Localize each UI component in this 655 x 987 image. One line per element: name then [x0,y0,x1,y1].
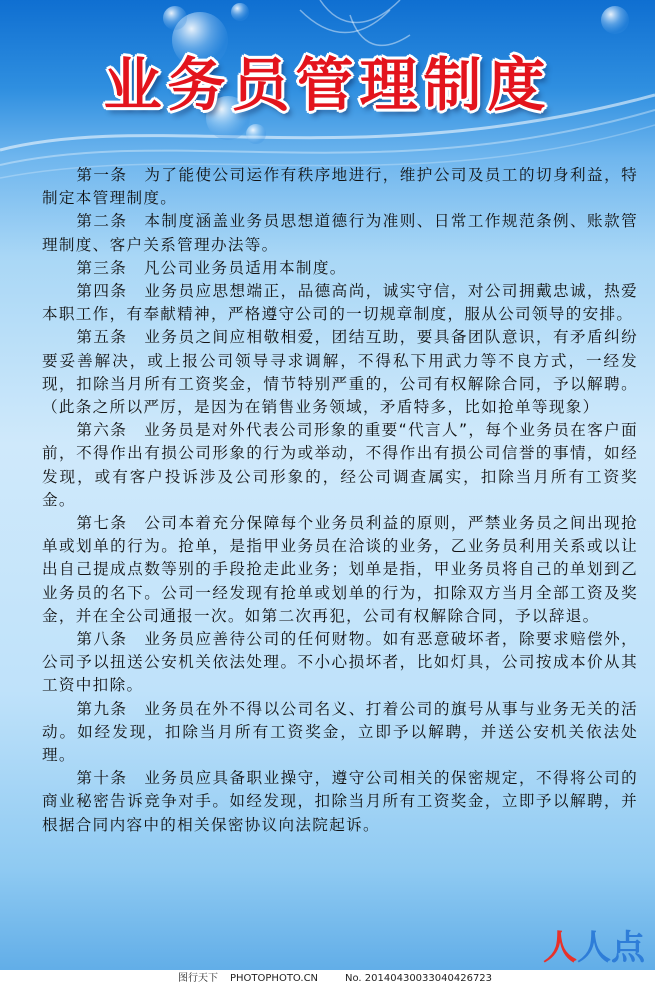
article-2: 第二条 本制度涵盖业务员思想道德行为准则、日常工作规范条例、账款管理制度、客户关系管理办法等。 [42,212,638,254]
article-3: 第三条 凡公司业务员适用本制度。 [76,258,347,277]
footer-site-name: 图行天下 [178,973,218,984]
article-9: 第九条 业务员在外不得以公司名义、打着公司的旗号从事与业务无关的活动。如经发现，扣除当月所有工资奖金，立即予以解聘，并送公安机关依法处理。 [42,699,638,765]
logo-part2: 人点 [577,928,645,968]
footer-image-number: No. 20140430033040426723 [345,973,493,984]
page-title: 业务员管理制度 [103,51,552,119]
article-6: 第六条 业务员是对外代表公司形象的重要“代言人”，每个业务员在客户面前，不得作出有损公司形象的行为或举动，不得作出有损公司信誉的事情，如经发现，或有客户投诉涉及公司形象的，经公司调查属实，扣除当月所有工资奖金。 [42,421,638,509]
article-1: 第一条 为了能使公司运作有秩序地进行，维护公司及员工的切身利益，特制定本管理制度。 [42,166,638,208]
article-10: 第十条 业务员应具备职业操守，遵守公司相关的保密规定，不得将公司的商业秘密告诉竞争对手。如经发现，扣除当月所有工资奖金，立即予以解聘，并根据合同内容中的相关保密协议向法院起诉。 [42,769,638,834]
article-8: 第八条 业务员应善待公司的任何财物。如有恶意破坏者，除要求赔偿外，公司予以扭送公安机关依法处理。不小心损坏者，比如灯具，公司按成本价从其工资中扣除。 [42,630,638,695]
watermark-logo [543,920,645,969]
article-5: 第五条 业务员之间应相敬相爱，团结互助，要具备团队意识，有矛盾纠纷要妥善解决，或上报公司领导寻求调解，不得私下用武力等不良方式，一经发现，扣除当月所有工资奖金，情节特别严重的，公司有权解除合同，予以解聘。（此条之所以严厉，是因为在销售业务领域，矛盾特多，比如抢单等现象） [42,328,638,417]
regulation-text [42,164,638,837]
logo-part1: 人 [543,928,577,968]
footer-site-url: PHOTOPHOTO.CN [230,973,319,984]
footer-bar [0,970,655,987]
article-7: 第七条 公司本着充分保障每个业务员利益的原则，严禁业务员之间出现抢单或划单的行为。抢单，是指甲业务员在洽谈的业务，乙业务员利用关系或以让出自己提成点数等别的手段抢走此业务；划单是指，甲业务员将自己的单划到乙业务员的名下。公司一经发现有抢单或划单的行为，扣除双方当月全部工资及奖金，并在全公司通报一次。如第二次再犯，公司有权解除合同，予以辞退。 [42,514,638,625]
article-4: 第四条 业务员应思想端正，品德高尚，诚实守信，对公司拥戴忠诚，热爱本职工作，有奉献精神，严格遵守公司的一切规章制度，服从公司领导的安排。 [42,282,638,324]
